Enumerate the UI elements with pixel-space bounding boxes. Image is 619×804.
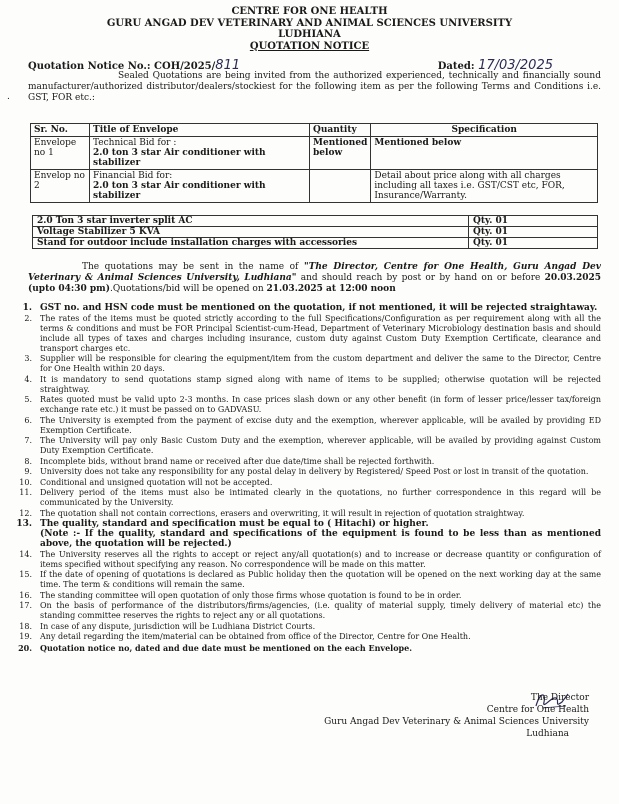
envelope-title: Financial Bid for: 2.0 ton 3 star Air conditioner with stabilizer [90,170,310,203]
term-text: Rates quoted must be valid upto 2-3 months. In case prices slash down or any other benefit (in form of lesser price/lesser tax/foreign exchange rate etc.) it must be passed on to GADVASU. [40,395,601,414]
list-item [8,570,601,590]
list-item [8,478,601,488]
document-header [0,6,619,52]
list-item [8,550,601,570]
col-title: Title of Envelope [90,124,310,137]
list-item [8,354,601,374]
envelope-spec: Detail about price along with all charges including all taxes i.e. GST/CST etc, FOR, Insurance/Warranty. [371,170,598,203]
list-item [8,601,601,621]
term-number: 15. [19,570,32,579]
term-number: 18. [19,621,32,631]
item-qty: Qty. 01 [469,216,598,227]
envelope-qty: Mentioned below [310,137,371,170]
col-quantity: Quantity [310,124,371,137]
intro-paragraph: Sealed Quotations are being invited from the authorized experienced, technically and financially sound manufacturer/authorized distributor/dealers/stockiest for the following item as per the following Terms and Conditions i.e. GST, FOR etc.: [28,71,601,103]
term-text: Supplier will be responsible for clearing the equipment/item from the custom department and deliver the same to the Director, Centre for One Health within 20 days. [40,354,601,373]
item-name: Voltage Stabilizer 5 KVA [33,227,469,238]
envelope-title: Technical Bid for : 2.0 ton 3 star Air conditioner with stabilizer [90,137,310,170]
list-item [8,643,601,653]
list-item [8,303,601,313]
list-item [8,416,601,436]
table-row [31,170,598,203]
term-number: 11. [19,488,32,497]
table-row [31,137,598,170]
list-item [8,632,601,642]
term-note: (Note :- If the quality, standard and specifications of the equipment is found to be less than as mentioned above, the quotation will be rejected.) [40,529,601,549]
term-text: If the date of opening of quotations is declared as Public holiday then the quotation will be opened on the next working day at the same time. The term & conditions will remain the same. [40,570,601,589]
notice-number: Quotation Notice No.: COH/2025/811 [28,58,241,73]
envelope-qty [310,170,371,203]
term-number: 1. [22,303,32,313]
term-number: 13. [16,519,32,529]
term-number: 5. [24,395,32,404]
signatory-city: Ludhiana [526,729,569,739]
table-row [33,227,598,238]
list-item [8,519,601,549]
term-text: University does not take any responsibility for any postal delay in delivery by Registered/ Speed Post or lost in transit of the quotation. [40,467,589,476]
envelope-spec: Mentioned below [371,137,598,170]
university-name: GURU ANGAD DEV VETERINARY AND ANIMAL SCIENCES UNIVERSITY [106,17,513,29]
term-text: Incomplete bids, without brand name or received after due date/time shall be rejected forthwith. [40,456,435,466]
envelope-sr: Envelope no 1 [31,137,90,170]
term-number: 14. [19,549,32,559]
item-qty: Qty. 01 [469,238,598,249]
term-text: The standing committee will open quotation of only those firms whose quotation is found to be in order. [40,590,462,600]
list-item [8,375,601,395]
term-text: The quality, standard and specification must be equal to ( Hitachi) or higher. [40,519,429,529]
city-name: LUDHIANA [278,29,341,40]
notice-number-row [18,54,603,72]
term-text: The University is exempted from the payment of excise duty and the exemption, wherever applicable, will be availed by providing ED Exemption Certificate. [40,415,601,435]
term-text: Conditional and unsigned quotation will not be accepted. [40,477,273,487]
term-number: 7. [24,436,32,445]
term-number: 8. [24,456,32,466]
term-number: 17. [19,601,32,610]
signatory-university: Guru Angad Dev Veterinary & Animal Sciences University [324,717,589,727]
notice-number-handwritten: 811 [215,58,241,73]
list-item [8,591,601,601]
table-row [33,216,598,227]
list-item [8,488,601,508]
table-row [33,238,598,249]
col-sr-no: Sr. No. [31,124,90,137]
envelope-sr: Envelop no 2 [31,170,90,203]
term-number: 19. [19,632,32,641]
term-number: 16. [19,590,32,600]
term-number: 9. [24,467,32,476]
item-name: 2.0 Ton 3 star inverter split AC [33,216,469,227]
notice-title: QUOTATION NOTICE [249,40,370,52]
term-text: In case of any dispute, jurisdiction will be Ludhiana District Courts. [40,621,316,631]
item-qty: Qty. 01 [469,227,598,238]
term-text: The University reserves all the rights to accept or reject any/all quotation(s) and to increase or decrease quantity or configuration of items specified without specifying any reason. No correspondence will be made on this matter. [40,549,601,569]
list-item [8,395,601,415]
term-text: It is mandatory to send quotations stamp signed along with name of items to be supplied; otherwise quotation will be rejected straightway. [40,374,601,394]
list-item [8,509,601,519]
submission-paragraph: The quotations may be sent in the name of "The Director, Centre for One Health, Guru Angad Dev Veterinary & Animal Sciences University, Ludhiana" and should reach by post or by hand on or before 20.03.2025 (upto 04:30 pm).Quotations/bid will be opened on 21.03.2025 at 12:00 noon [28,262,601,294]
term-number: 12. [19,508,32,518]
envelope-table [30,123,598,203]
term-number: 2. [24,313,32,323]
term-number: 20. [18,642,32,653]
centre-name: CENTRE FOR ONE HEALTH [231,6,388,17]
list-item [8,622,601,632]
list-item [8,314,601,354]
notice-date: Dated: 17/03/2025 [437,58,553,73]
col-specification: Specification [371,124,598,137]
term-text: Any detail regarding the item/material can be obtained from office of the Director, Centre for One Health. [40,632,471,641]
signatory-centre: Centre for One Health [486,705,589,715]
items-table [32,215,598,249]
term-text: GST no. and HSN code must be mentioned on the quotation, if not mentioned, it will be rejected straightaway. [40,303,598,313]
list-item [8,436,601,456]
term-text: Delivery period of the items must also be intimated clearly in the quotations, no further correspondence in this regard will be communicated by the University. [40,488,601,507]
term-text: The University will pay only Basic Custom Duty and the exemption, wherever applicable, will be availed by providing against Custom Duty Exemption Certificate. [40,436,601,455]
term-text: Quotation notice no, dated and due date must be mentioned on the each Envelope. [40,642,413,653]
term-number: 4. [24,374,32,384]
term-text: The quotation shall not contain corrections, erasers and overwriting, it will result in rejection of quotation straightway. [40,508,525,518]
list-item [8,457,601,467]
signatory-title: The Director [530,693,589,703]
term-number: 10. [19,477,32,487]
margin-dot: . [7,92,10,102]
term-number: 6. [24,415,32,425]
terms-list [8,303,601,653]
term-number: 3. [24,354,32,363]
signature-block [324,692,589,740]
term-text: On the basis of performance of the distributors/firms/agencies, (i.e. quality of material supply, timely delivery of material etc) the standing committee reserves the rights to reject any or all quotations. [40,601,601,620]
term-text: The rates of the items must be quoted strictly according to the full Specifications/Configuration as per requirement along with all the terms & conditions and must be FOR Principal Scientist-cum-Head, Department of Veterinary Microbiology destination basis and should include all types of taxes and charges including insurance, custom duty against Custom Duty Exemption Certificate, clearance and transport charges etc. [40,313,601,353]
item-name: Stand for outdoor include installation charges with accessories [33,238,469,249]
envelope-table-header [31,124,598,137]
list-item [8,467,601,477]
notice-date-handwritten: 17/03/2025 [478,58,553,73]
